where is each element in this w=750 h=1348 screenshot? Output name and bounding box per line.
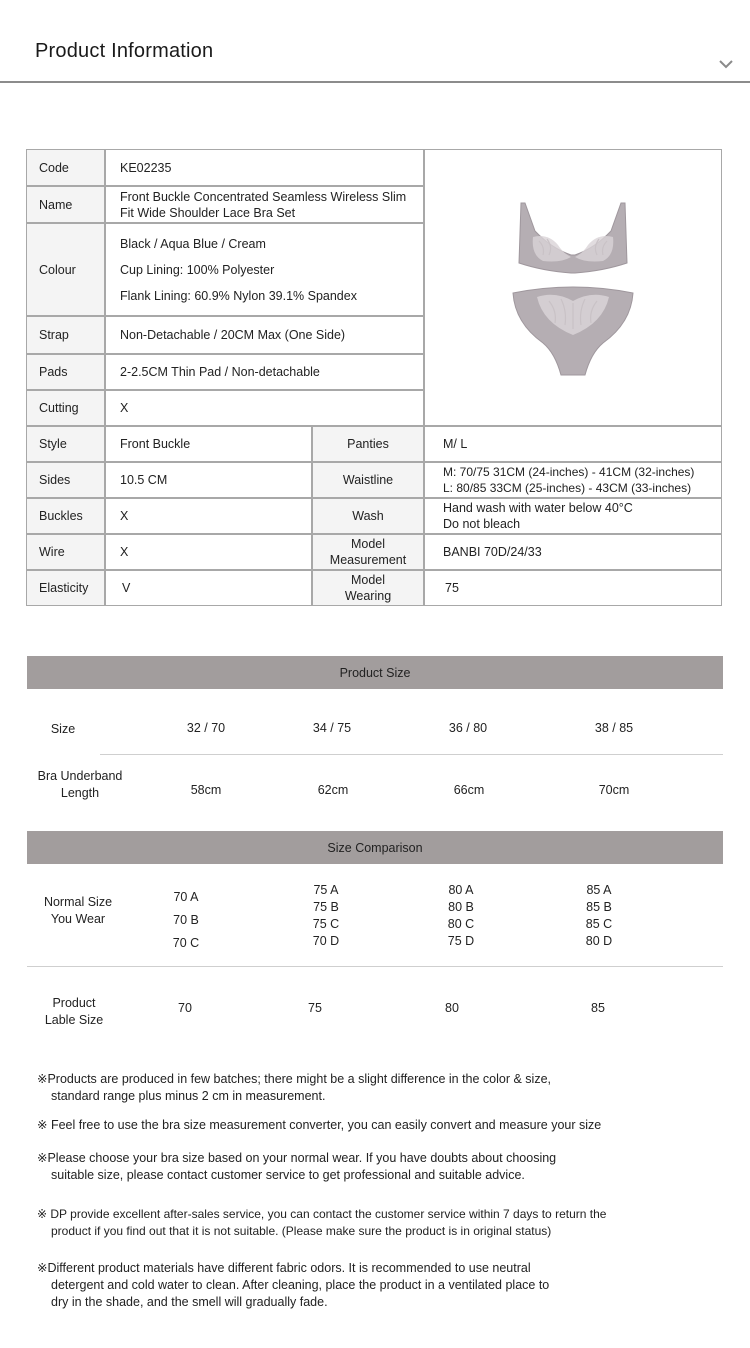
cutting-label: Cutting bbox=[26, 390, 105, 426]
lable-size-80: 80 bbox=[445, 1001, 459, 1015]
style-value: Front Buckle bbox=[105, 426, 312, 462]
bra-set-image bbox=[503, 193, 643, 383]
wash-value: Hand wash with water below 40°C Do not bleach bbox=[424, 498, 722, 534]
waistline-value: M: 70/75 31CM (24-inches) - 41CM (32-inches) L: 80/85 33CM (25-inches) - 43CM (33-inches) bbox=[424, 462, 722, 498]
buckles-value: X bbox=[105, 498, 312, 534]
wash-label: Wash bbox=[312, 498, 424, 534]
product-size-header: Product Size bbox=[27, 656, 723, 689]
lable-size-85: 85 bbox=[591, 1001, 605, 1015]
elasticity-value: V bbox=[105, 570, 312, 606]
product-image-cell bbox=[424, 149, 722, 426]
name-value: Front Buckle Concentrated Seamless Wireless Slim Fit Wide Shoulder Lace Bra Set bbox=[105, 186, 424, 223]
panties-label: Panties bbox=[312, 426, 424, 462]
model-measurement-value: BANBI 70D/24/33 bbox=[424, 534, 722, 570]
note-converter: ※ Feel free to use the bra size measurement converter, you can easily convert and measure your size bbox=[37, 1118, 602, 1132]
code-label: Code bbox=[26, 149, 105, 186]
colour-label: Colour bbox=[26, 223, 105, 316]
underband-62: 62cm bbox=[317, 783, 349, 797]
strap-value: Non-Detachable / 20CM Max (One Side) bbox=[105, 316, 424, 354]
note-after-sales: ※ DP provide excellent after-sales service, you can contact the customer service within 7 days to return the product if you find out that it is not suitable. (Please make sure the product is in original status) bbox=[37, 1207, 607, 1238]
model-measurement-label: Model Measurement bbox=[312, 534, 424, 570]
model-wearing-value: 75 bbox=[424, 570, 722, 606]
normal-size-col-85: 85 A 85 B 85 C 80 D bbox=[585, 883, 613, 948]
waistline-label: Waistline bbox=[312, 462, 424, 498]
page-title: Product Information bbox=[35, 40, 214, 62]
underband-66: 66cm bbox=[453, 783, 485, 797]
divider bbox=[27, 966, 723, 967]
size-38-85: 38 / 85 bbox=[594, 721, 634, 735]
bra-icon bbox=[519, 203, 627, 273]
elasticity-label: Elasticity bbox=[26, 570, 105, 606]
size-32-70: 32 / 70 bbox=[186, 721, 226, 735]
size-comparison-header: Size Comparison bbox=[27, 831, 723, 864]
note-fabric-odors: ※Different product materials have different fabric odors. It is recommended to use neutral detergent and cold water to clean. After cleaning, place the product in a ventilated place to dry in the shade, and the smell will gradually fade. bbox=[37, 1261, 550, 1309]
size-34-75: 34 / 75 bbox=[312, 721, 352, 735]
model-wearing-label: Model Wearing bbox=[312, 570, 424, 606]
code-value: KE02235 bbox=[105, 149, 424, 186]
cutting-value: X bbox=[105, 390, 424, 426]
normal-size-col-70: 70 A 70 B 70 C bbox=[172, 890, 200, 950]
size-label: Size bbox=[50, 722, 76, 736]
colour-value: Black / Aqua Blue / Cream Cup Lining: 100% Polyester Flank Lining: 60.9% Nylon 39.1% Spandex bbox=[105, 223, 424, 316]
strap-label: Strap bbox=[26, 316, 105, 354]
buckles-label: Buckles bbox=[26, 498, 105, 534]
sides-label: Sides bbox=[26, 462, 105, 498]
pads-value: 2-2.5CM Thin Pad / Non-detachable bbox=[105, 354, 424, 390]
note-batches: ※Products are produced in few batches; there might be a slight difference in the color & size, standard range plus minus 2 cm in measurement. bbox=[37, 1072, 551, 1103]
normal-size-col-80: 80 A 80 B 80 C 75 D bbox=[447, 883, 475, 948]
underband-label: Bra Underband Length bbox=[37, 769, 123, 800]
chevron-down-icon[interactable] bbox=[716, 54, 736, 74]
underband-58: 58cm bbox=[190, 783, 222, 797]
wire-label: Wire bbox=[26, 534, 105, 570]
lable-size-70: 70 bbox=[178, 1001, 192, 1015]
wire-value: X bbox=[105, 534, 312, 570]
header-divider bbox=[0, 81, 750, 83]
size-36-80: 36 / 80 bbox=[448, 721, 488, 735]
lable-size-label: Product Lable Size bbox=[44, 996, 104, 1027]
normal-size-col-75: 75 A 75 B 75 C 70 D bbox=[312, 883, 340, 948]
divider bbox=[100, 754, 723, 755]
sides-value: 10.5 CM bbox=[105, 462, 312, 498]
panties-value: M/ L bbox=[424, 426, 722, 462]
note-choose-size: ※Please choose your bra size based on your normal wear. If you have doubts about choosing suitable size, please contact customer service to get professional and suitable advice. bbox=[37, 1151, 557, 1182]
underband-70: 70cm bbox=[598, 783, 630, 797]
name-label: Name bbox=[26, 186, 105, 223]
lable-size-75: 75 bbox=[308, 1001, 322, 1015]
normal-size-label: Normal Size You Wear bbox=[43, 895, 113, 926]
style-label: Style bbox=[26, 426, 105, 462]
panty-icon bbox=[513, 287, 633, 375]
pads-label: Pads bbox=[26, 354, 105, 390]
